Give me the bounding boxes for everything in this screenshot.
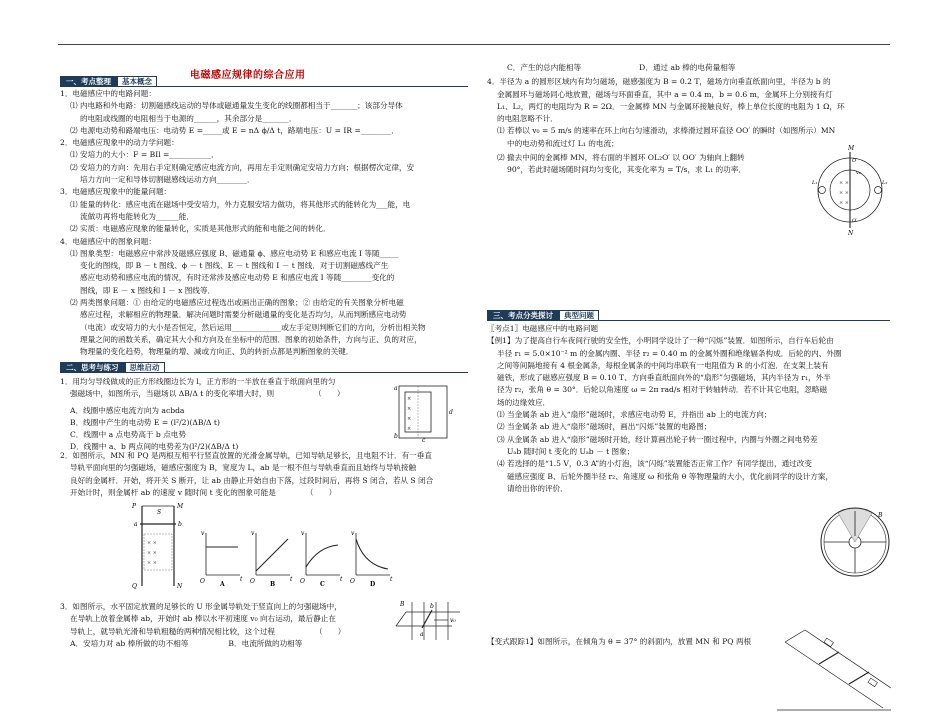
variant-line: 【变式跟踪1】如图所示，在倾角为 θ = 37° 的斜面内，放置 MN 和 PQ 两根 <box>487 637 752 646</box>
svg-text:B: B <box>878 512 883 519</box>
example-line: 场的边缘效应． <box>497 397 551 407</box>
concept-line: ⑴ 图象类型：电磁感应中常涉及磁感应强度 B、磁通量 ϕ、感应电动势 E 和感应电流 I 等随_____ <box>70 248 399 258</box>
svg-text:A: A <box>220 581 225 587</box>
question-2 <box>60 450 468 499</box>
svg-text:t: t <box>340 576 343 583</box>
question-line: 4．半径为 a 的圆形区域内有均匀磁场，磁感强度为 B = 0.2 T，磁场方向垂直纸面向里，半径为 b 的 <box>487 77 831 87</box>
example-line: ⑶ 从金属条 ab 进入“扇形”磁场时开始，经计算画出轮子转一圈过程中，内圈与外圈之间电势差 <box>497 434 818 444</box>
label-a: a <box>394 385 398 392</box>
svg-text:O: O <box>852 158 857 164</box>
concept-line: ⑴ 内电路和外电路：切割磁感线运动的导体或磁通量发生变化的线圈都相当于_______；该部分导体 <box>70 101 403 111</box>
concept-line: 物理量的变化趋势，物理量的增、减或方向正、负的转折点都是判断图象的关键． <box>80 347 354 357</box>
example-line: 径为 r₂，张角 θ = 30°．后轮以角速度 ω = 2π rad/s 相对于转轴转动．若不计其它电阻，忽略磁 <box>497 385 828 395</box>
concept-line: 4．电磁感应中的图象问题： <box>60 236 156 246</box>
concept-line: 变化的图线，即 B － t 图线、ϕ － t 图线、E － t 图线和 I － t 图线．对于切割磁感线产生 <box>80 261 389 271</box>
svg-text:a: a <box>134 521 138 528</box>
concept-line: ⑵ 两类图象问题：① 由给定的电磁感应过程选出或画出正确的图象；② 由给定的有关图象分析电磁 <box>70 298 404 308</box>
question-line: 2．如图所示，MN 和 PQ 是两根互相平行竖直放置的光滑金属导轨，已知导轨足够长，且电阻不计．有一垂直 <box>60 451 432 460</box>
svg-text:O: O <box>200 578 205 585</box>
concept-line: ⑵ 电源电动势和路端电压：电动势 E =_____或 E = nΔ ϕ/Δ t，路端电压：U = IR =________． <box>70 125 399 135</box>
svg-text:× ×: × × <box>839 200 849 206</box>
example-line: 【例1】为了提高自行车夜间行驶的安全性，小明同学设计了一种“闪烁”装置．如图所示，自行车后轮由 <box>487 336 834 346</box>
svg-text:t: t <box>390 576 393 583</box>
section-2-subtag: 思维启动 <box>125 362 165 373</box>
svg-text:N: N <box>177 583 183 590</box>
question-line: ⑵ 撤去中间的金属棒 MN，将右面的半圆环 OL₂O′ 以 OO′ 为轴向上翻转 <box>497 153 745 163</box>
section-1-rule <box>60 86 468 87</box>
question-line: 在导轨上放着金属棒 ab，开始时 ab 棒以水平初速度 v₀ 向右运动，最后静止在 <box>70 614 336 624</box>
q1-figure <box>393 384 457 444</box>
svg-text:v: v <box>251 530 255 537</box>
question-line: 导轨平面向里的匀强磁场，磁感应强度为 B，宽度为 L，ab 是一根不但与导轨垂直而且始终与导轨接触 <box>70 463 417 473</box>
svg-text:v₀: v₀ <box>856 170 861 176</box>
option-a: A．线圈中感应电流方向为 acbda <box>70 405 185 415</box>
question-line: ⑴ 若棒以 v₀ = 5 m/s 的速率在环上向右匀速滑动，求棒滑过圆环直径 OO′ 的瞬时（如图所示）MN <box>497 126 836 136</box>
section-1-tag: 一、考点整理 <box>60 76 117 87</box>
section-header-3 <box>487 310 890 321</box>
question-line: 中的电动势和流过灯 L₁ 的电流； <box>507 138 619 148</box>
svg-text:S: S <box>157 509 162 516</box>
label-c: c <box>422 437 426 444</box>
example-line: 请给出你的评价． <box>507 483 568 493</box>
concept-line: 的电阻或线圈的电阻相当于电源的______，其余部分是_______． <box>80 113 297 123</box>
svg-text:v₀: v₀ <box>450 617 456 624</box>
concept-line: ⑵ 实质：电磁感应现象的能量转化，实质是其他形式的能和电能之间的转化． <box>70 224 331 234</box>
example-line: 之间等间隔地接有 4 根金属条，每根金属条的中间均串联有一电阻值为 R 的小灯泡．在支架上装有 <box>497 360 829 370</box>
option-b: B．线圈中产生的电动势 E = (l²/2)(ΔB/Δ t) <box>70 417 220 427</box>
svg-text:L₁: L₁ <box>812 180 818 186</box>
svg-text:M: M <box>848 145 855 152</box>
question-line: 导轨上，就导轨光滑和导轨粗糙的两种情况相比较，这个过程 （ ） <box>70 626 346 636</box>
concept-line: 培力方向一定和导体切割磁感线运动方向________． <box>80 175 255 185</box>
q4-ring-figure <box>812 144 890 236</box>
section-2-rule <box>60 372 468 373</box>
svg-text:× ×: × × <box>147 540 157 546</box>
section-2-tag: 二、思考与练习 <box>60 362 125 373</box>
concept-line: ⑴ 安培力的大小：F = BIl =___________． <box>70 150 219 160</box>
svg-text:× ×: × × <box>839 190 849 196</box>
concept-line: ⑵ 安培力的方向：先用右手定则确定感应电流方向，再用左手定则确定安培力方向；根据楞次定律，安 <box>70 162 415 172</box>
svg-text:× ×: × × <box>839 180 849 186</box>
header-rule <box>58 44 890 45</box>
svg-text:t: t <box>240 576 243 583</box>
svg-text:v: v <box>201 530 205 537</box>
option-line: C．产生的总内能相等 D．通过 ab 棒的电荷量相等 <box>507 63 736 72</box>
q3-figure <box>392 598 462 644</box>
page-title: 电磁感应规律的综合应用 <box>190 70 306 81</box>
question-line: 90°，若此时磁场随时间均匀变化，其变化率为 = T/s，求 L₁ 的功率． <box>507 165 746 175</box>
example-line: 半径 r₁ = 5.0×10⁻² m 的金属内圈、半径 r₂ = 0.40 m 的金属外圈和绝缘辐条构成．后轮的内、外圈 <box>497 348 842 358</box>
svg-text:N: N <box>848 230 854 236</box>
svg-text:M: M <box>177 503 184 510</box>
svg-text:O: O <box>250 578 255 585</box>
concept-line: 1．电磁感应中的电路问题： <box>60 89 156 98</box>
question-line: 强磁场中，如图所示，当磁场以 ΔB/Δ t 的变化率增大时，则 （ ） <box>70 389 345 399</box>
concept-line: 2．电磁感应现象中的动力学问题： <box>60 138 179 148</box>
concept-line: 图线，即 E － x 图线和 I － x 图线等． <box>80 285 216 295</box>
variant-figure <box>775 622 893 712</box>
option-line: A．安培力对 ab 棒所做的功不相等 B．电流所做的功相等 <box>70 638 303 648</box>
example-block <box>487 323 892 495</box>
example-line: ⑷ 若选择的是“1.5 V，0.3 A”的小灯泡，该“闪烁”装置能否正常工作？有同学提出，通过改变 <box>497 459 812 469</box>
question-line: 1．用均匀导线做成的正方形线圈边长为 l，正方形的一半放在垂直于纸面向里的匀 <box>60 377 336 386</box>
section-3-tag: 三、考点分类探讨 <box>487 310 559 321</box>
concept-line: 理量之间的函数关系，确定其大小和方向及在坐标中的范围．图象的初始条件，方向与正、负的对应， <box>80 334 422 344</box>
svg-text:×: × <box>407 396 412 402</box>
svg-text:L₂: L₂ <box>882 180 888 186</box>
svg-text:×: × <box>407 416 412 422</box>
svg-text:×: × <box>407 426 412 432</box>
q2-rails-figure <box>130 500 190 590</box>
label-d: d <box>449 409 453 416</box>
section-header-1 <box>60 76 468 87</box>
svg-text:v: v <box>351 530 355 537</box>
question-line: 3．如图所示，水平固定放置的足够长的 U 形金属导轨处于竖直向上的匀强磁场中， <box>60 602 342 611</box>
svg-text:× ×: × × <box>147 550 157 556</box>
svg-text:B: B <box>270 581 276 587</box>
svg-text:Q: Q <box>132 583 137 590</box>
svg-text:O: O <box>300 578 305 585</box>
concept-line: 流做功再将电能转化为______能． <box>80 211 194 221</box>
example-line: Uₐb 随时间 t 变化的 Uₐb － t 图象； <box>507 446 635 456</box>
svg-text:P: P <box>132 503 137 510</box>
section-3-rule <box>487 320 890 321</box>
question-line: L₁、L₂，两灯的电阻均为 R = 2Ω．一金属棒 MN 与金属环接触良好，棒上单位长度的电阻为 1 Ω，环 <box>497 101 845 111</box>
question-line: 的电阻忽略不计． <box>497 114 558 124</box>
concept-line: （电流）或安培力的大小是否恒定，然后运用_____________或左手定则判断它们的方向，分析出相关物 <box>80 322 426 332</box>
concept-line: ⑴ 能量的转化：感应电流在磁场中受安培力，外力克服安培力做功，将其他形式的能转化为___能，电 <box>70 199 411 209</box>
question-line: 金属圆环与磁场同心地放置，磁场与环面垂直，其中 a = 0.4 m，b = 0.6 m，金属环上分别接有灯 <box>497 89 833 99</box>
svg-text:b: b <box>430 603 434 610</box>
example-line: ⑵ 当金属条 ab 进入“扇形”磁场时，画出“闪烁”装置的电路图； <box>497 422 712 432</box>
q2-graph-options <box>200 525 400 587</box>
example-line: ⑴ 当金属条 ab 进入“扇形”磁场时，求感应电动势 E，并指出 ab 上的电流方向； <box>497 410 772 420</box>
example-line: 磁铁，形成了磁感应强度 B = 0.10 T、方向垂直纸面向外的“扇形”匀强磁场，其内半径为 r₁，外半 <box>497 373 831 383</box>
svg-text:t: t <box>290 576 293 583</box>
topic-heading: 〖考点1〗电磁感应中的电路问题 <box>487 324 599 333</box>
question-line: 开始计时，则金属杆 ab 的速度 v 随时间 t 变化的图象可能是 （ ） <box>70 487 337 497</box>
svg-text:× ×: × × <box>147 560 157 566</box>
svg-text:B: B <box>400 601 405 608</box>
label-b: b <box>394 433 398 440</box>
section-1-subtag: 基本概念 <box>117 76 157 87</box>
example-line: 磁感应强度 B、后轮外圈半径 r₂、角速度 ω 和张角 θ 等物理量的大小，优化前同学的设计方案， <box>507 471 834 481</box>
concepts-block <box>60 88 468 359</box>
wheel-figure <box>818 505 892 579</box>
concept-line: 感应电动势和感应电流的情况，有时还常涉及感应电动势 E 和感应电流 I 等随________变化的 <box>80 273 395 283</box>
svg-text:b: b <box>178 521 182 528</box>
svg-text:C: C <box>320 581 325 587</box>
section-3-subtag: 典型问题 <box>559 310 599 321</box>
svg-text:×: × <box>407 406 412 412</box>
option-d: D．线圈中 a、b 两点间的电势差为(l²/2)(ΔB/Δ t) <box>70 442 239 452</box>
section-header-2 <box>60 362 468 373</box>
option-c: C．线圈中 a 点电势高于 b 点电势 <box>70 430 186 440</box>
svg-text:O: O <box>350 578 355 585</box>
concept-line: 感应过程，求解相应的物理量．解决问题时需要分析磁通量的变化是否均匀，从而判断感应电动势 <box>80 310 407 320</box>
svg-text:a: a <box>420 631 424 638</box>
svg-text:v: v <box>301 530 305 537</box>
svg-text:D: D <box>370 581 376 587</box>
question-line: 良好的金属杆．开始，将开关 S 断开，让 ab 由静止开始自由下落，过段时间后，再将 S 闭合，若从 S 闭合 <box>70 475 434 485</box>
svg-text:O′: O′ <box>852 218 858 224</box>
concept-line: 3．电磁感应现象中的能量问题： <box>60 187 172 197</box>
